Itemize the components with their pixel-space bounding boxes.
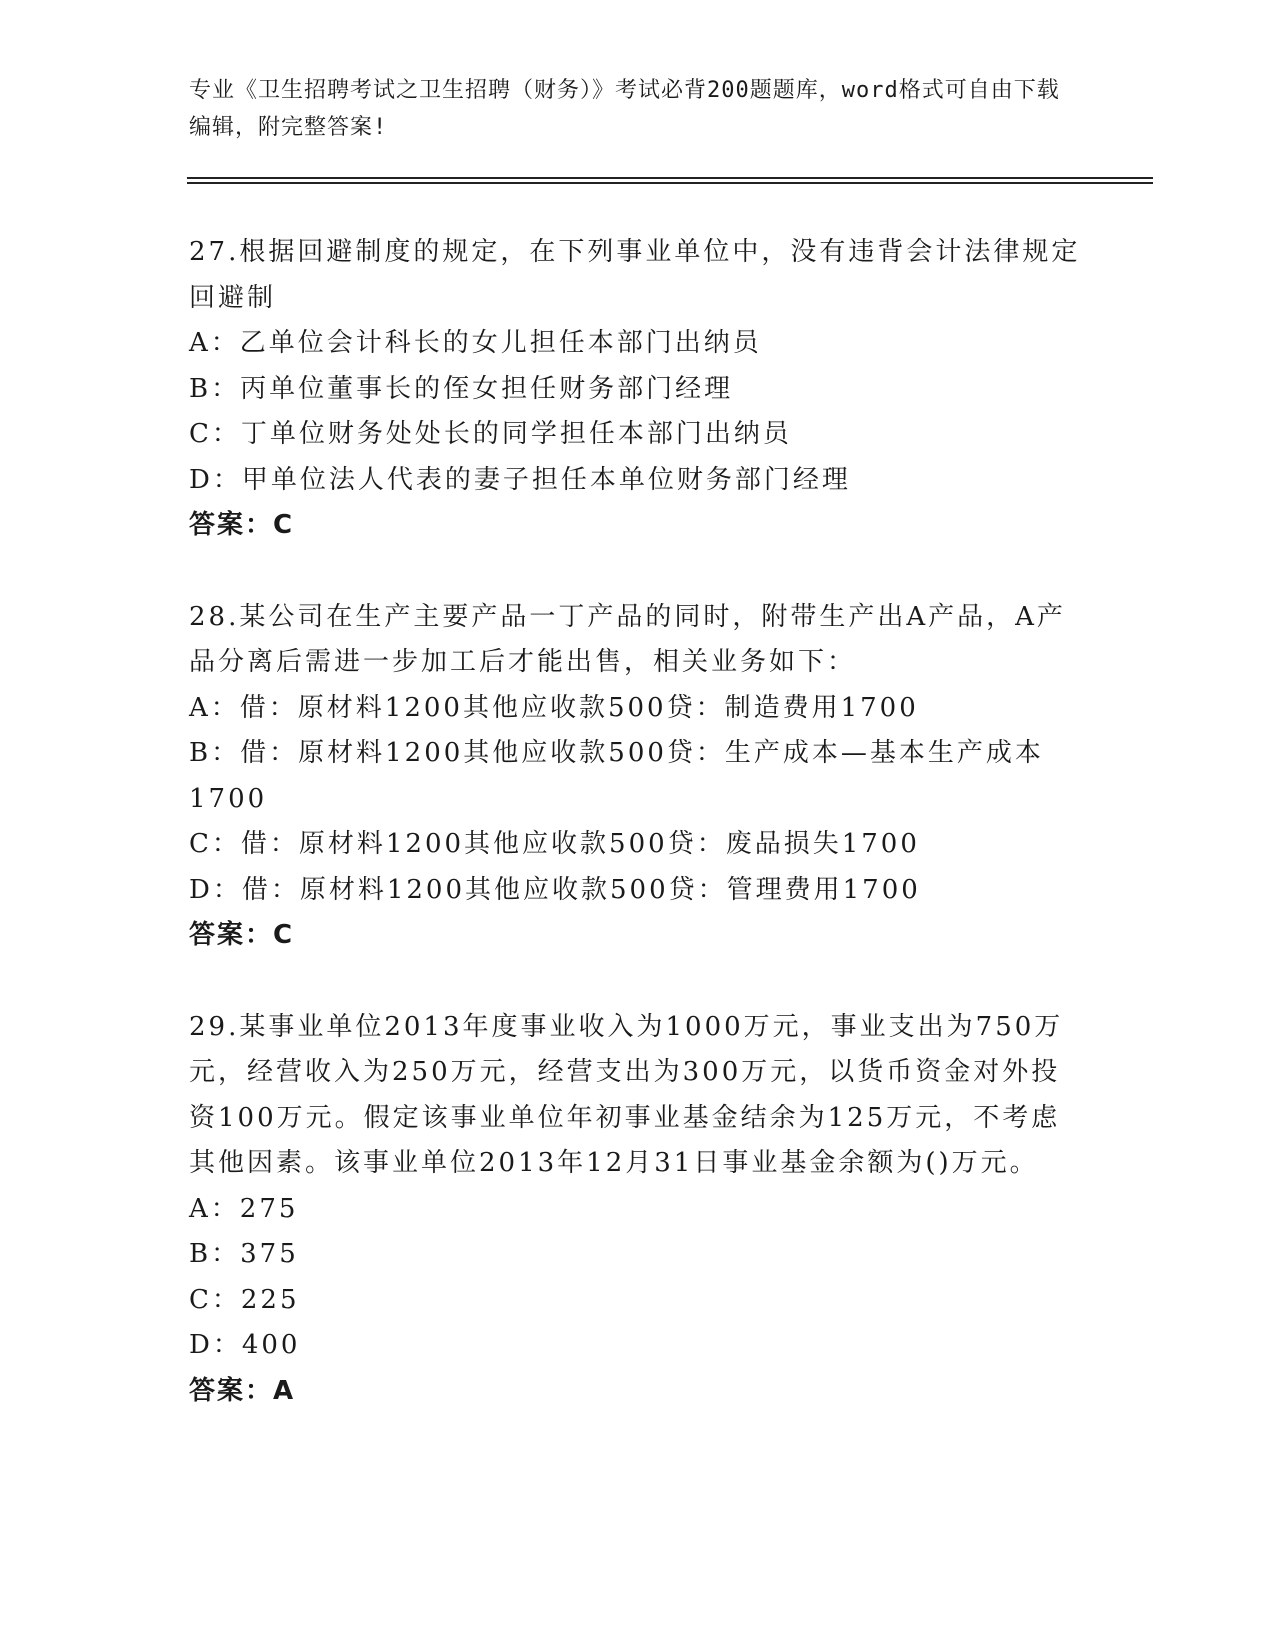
question-stem: 28.某公司在生产主要产品一丁产品的同时，附带生产出A产品，A产品分离后需进一步加工后才能出售，相关业务如下： [189,601,1066,677]
option-c: C：借：原材料1200其他应收款500贷：废品损失1700 [189,829,920,859]
question-stem: 27.根据回避制度的规定，在下列事业单位中，没有违背会计法律规定回避制 [189,237,1081,313]
header-divider-top [187,177,1153,179]
option-b: B：丙单位董事长的侄女担任财务部门经理 [189,373,734,404]
option-d: D：甲单位法人代表的妻子担任本单位财务部门经理 [189,464,851,495]
option-a: A：借：原材料1200其他应收款500贷：制造费用1700 [189,692,919,723]
question-29 [189,1005,1089,1415]
document-header: 专业《卫生招聘考试之卫生招聘（财务）》考试必背200题题库，word格式可自由下载编辑，附完整答案! [189,78,1060,140]
option-a: A：275 [189,1193,299,1224]
option-c: C：225 [189,1284,300,1315]
option-d: D：借：原材料1200其他应收款500贷：管理费用1700 [189,874,921,905]
question-list [189,230,1089,1414]
header-divider-bottom [187,182,1153,184]
question-stem: 29.某事业单位2013年度事业收入为1000万元，事业支出为750万元，经营收入为250万元，经营支出为300万元，以货币资金对外投资100万元。假定该事业单位年初事业基金结余为125万元，不考虑其他因素。该事业单位2013年12月31日事业基金余额为()万元。 [189,1011,1064,1178]
answer: 答案：C [189,510,295,540]
question-spacer [189,549,1089,595]
question-spacer [189,959,1089,1005]
option-b: B：借：原材料1200其他应收款500贷：生产成本—基本生产成本1700 [189,738,1044,814]
answer: 答案：A [189,1375,296,1406]
question-27 [189,230,1089,549]
answer: 答案：C [189,920,295,950]
option-a: A：乙单位会计科长的女儿担任本部门出纳员 [189,328,762,358]
question-28 [189,595,1089,959]
option-b: B：375 [189,1239,299,1269]
option-c: C：丁单位财务处处长的同学担任本部门出纳员 [189,419,792,449]
option-d: D：400 [189,1330,301,1360]
